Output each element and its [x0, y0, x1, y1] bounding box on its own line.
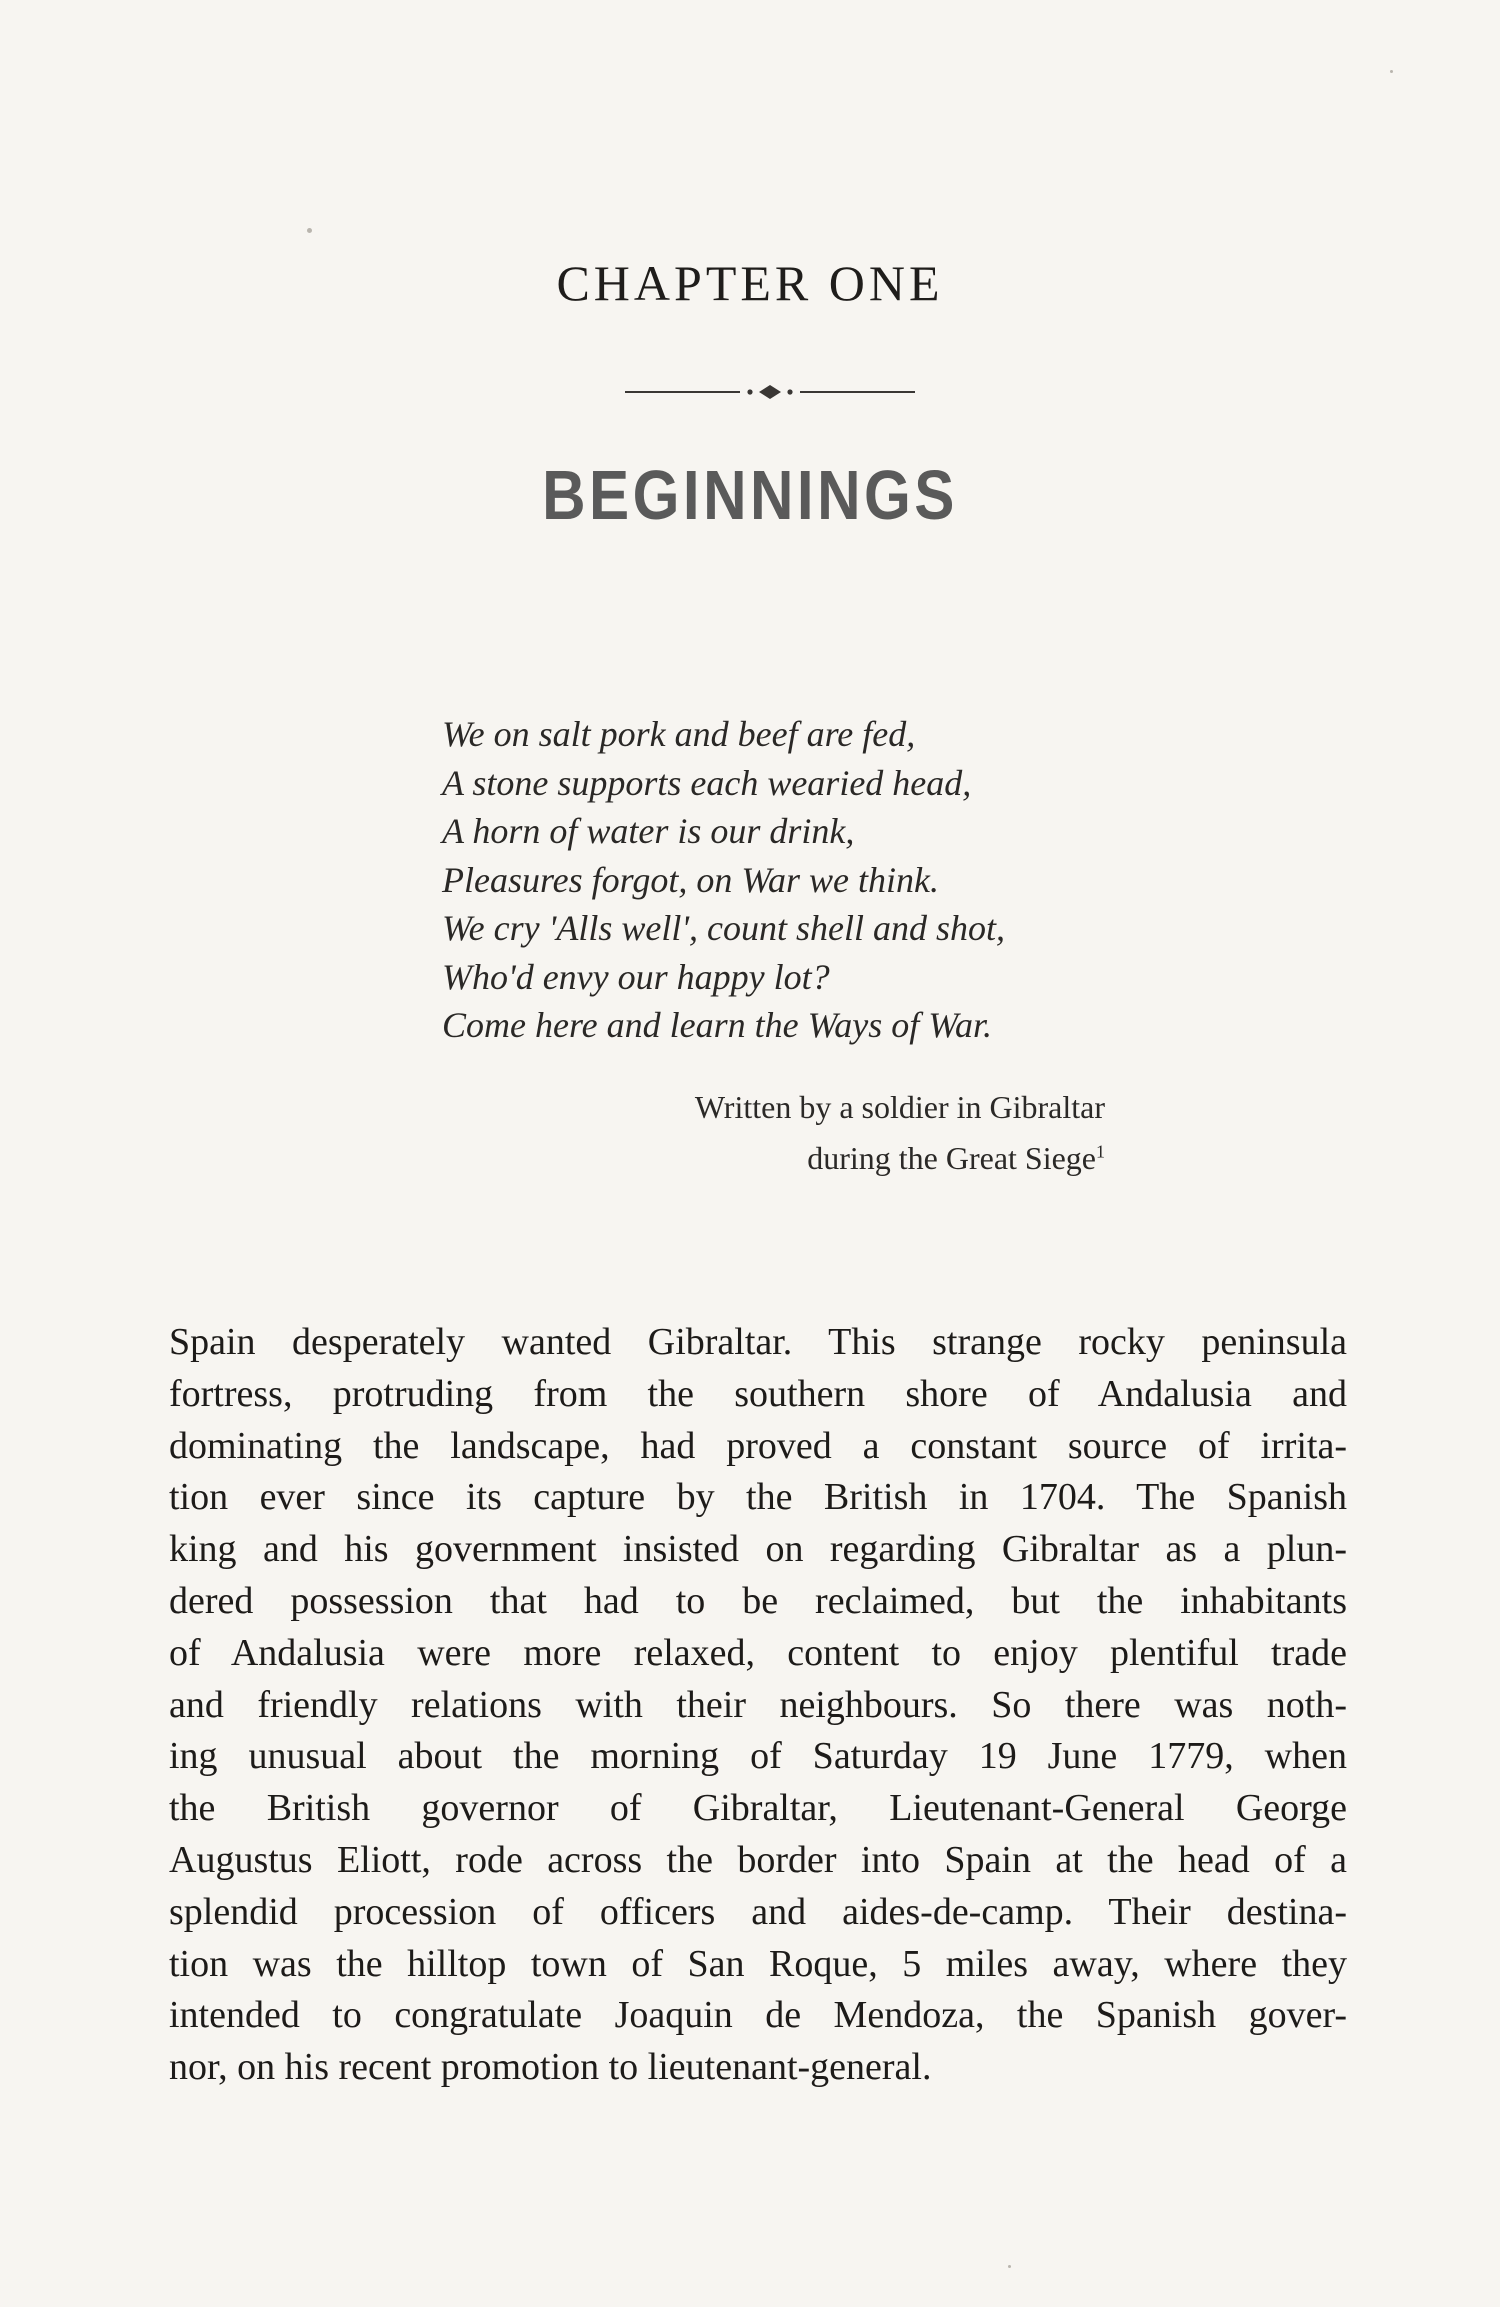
body-line: ing unusual about the morning of Saturday 19 June 1779, when [169, 1735, 1347, 1778]
ornament-divider-icon [625, 380, 915, 404]
body-line: king and his government insisted on regarding Gibraltar as a plun- [169, 1528, 1347, 1571]
epigraph [442, 710, 1142, 1050]
body-line: Spain desperately wanted Gibraltar. This strange rocky peninsula [169, 1321, 1347, 1363]
body-line: fortress, protruding from the southern shore of Andalusia and [169, 1372, 1347, 1415]
paper-speck [1390, 70, 1393, 73]
body-line: the British governor of Gibraltar, Lieutenant-General George [169, 1787, 1347, 1830]
body-line: dered possession that had to be reclaimed, but the inhabitants [169, 1579, 1347, 1622]
epigraph-attribution [560, 1082, 1105, 1184]
epigraph-line: We on salt pork and beef are fed, [442, 714, 916, 754]
paper-speck [1008, 2265, 1011, 2268]
paper-speck [307, 228, 312, 233]
epigraph-line: Pleasures forgot, on War we think. [442, 859, 939, 900]
body-line: of Andalusia were more relaxed, content to enjoy plentiful trade [169, 1631, 1347, 1674]
body-paragraph [169, 1317, 1347, 2094]
attribution-line [560, 1133, 1105, 1184]
chapter-title: BEGINNINGS [542, 456, 958, 534]
footnote-marker: 1 [1096, 1141, 1105, 1162]
body-line: dominating the landscape, had proved a constant source of irrita- [169, 1424, 1347, 1467]
body-line: and friendly relations with their neighbours. So there was noth- [169, 1683, 1347, 1726]
epigraph-line: Come here and learn the Ways of War. [442, 1005, 992, 1045]
epigraph-line: Who'd envy our happy lot? [442, 956, 830, 997]
body-line: nor, on his recent promotion to lieutenant-general. [169, 2046, 932, 2089]
epigraph-line: We cry 'Alls well', count shell and shot, [442, 908, 1006, 948]
body-line: tion ever since its capture by the British in 1704. The Spanish [169, 1476, 1347, 1519]
attribution-line: Written by a soldier in Gibraltar [694, 1089, 1105, 1125]
body-line: splendid procession of officers and aides-de-camp. Their destina- [169, 1890, 1347, 1933]
body-line: tion was the hilltop town of San Roque, 5 miles away, where they [169, 1942, 1347, 1985]
epigraph-line: A horn of water is our drink, [442, 811, 855, 851]
epigraph-line: A stone supports each wearied head, [442, 762, 972, 803]
body-line: Augustus Eliott, rode across the border into Spain at the head of a [169, 1838, 1347, 1881]
attribution-text: during the Great Siege [807, 1140, 1096, 1176]
body-line: intended to congratulate Joaquin de Mendoza, the Spanish gover- [169, 1994, 1347, 2037]
chapter-label: CHAPTER ONE [556, 255, 944, 311]
